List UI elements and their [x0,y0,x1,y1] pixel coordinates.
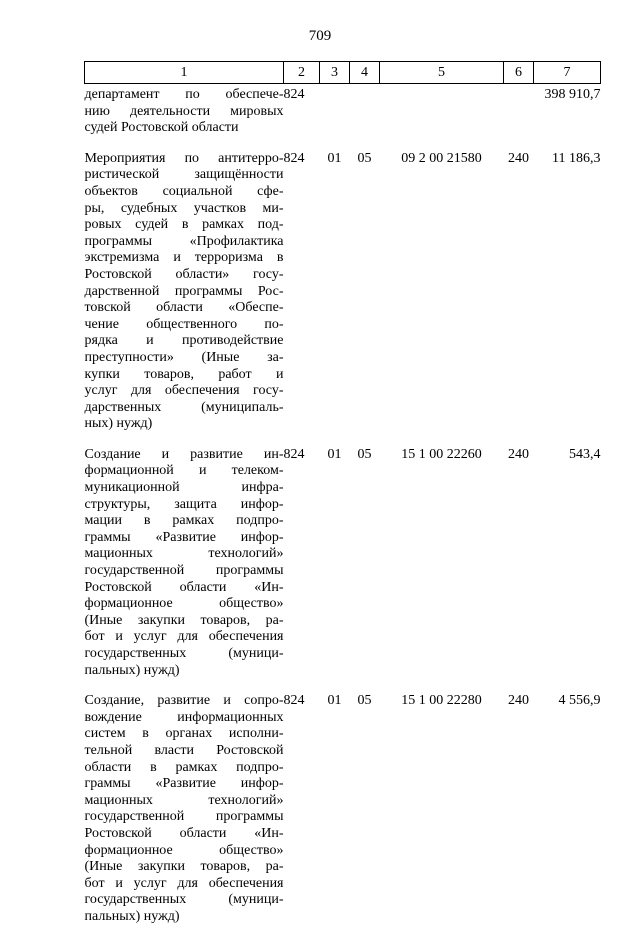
cell-c3: 01 [327,150,342,166]
page-number: 709 [308,28,332,44]
cell-c3 [320,84,350,151]
description-line: услуг для обеспечения госу- [84,383,284,399]
header-cell: 5 [380,62,504,84]
cell-c4: 05 [357,693,372,709]
row-description [85,151,284,447]
table-row [85,447,601,693]
table-header-row [85,62,601,84]
description-line: мационных технологий» [84,792,284,808]
description-line: государственной программы [84,563,284,579]
cell-c4: 05 [357,150,372,166]
cell-c2: 824 [283,150,305,166]
description-line: ристической защищённости [84,167,284,183]
cell-c6: 240 [508,150,529,166]
cell-c7: 543,4 [569,446,601,462]
row-description [85,447,284,693]
description-line: мационных технологий» [84,546,284,562]
description-line: преступности» (Иные за- [84,349,284,365]
description-line: Ростовской области «Ин- [84,825,284,841]
description-line: бот и услуг для обеспечения [84,875,284,891]
table-row [85,693,601,939]
description-line: судей Ростовской области [84,120,239,136]
cell-c5: 15 1 00 22260 [401,446,482,462]
description-line: департамент по обеспече- [84,87,284,102]
description-line: государственных (муници- [84,892,284,908]
description-line: товской области «Обеспе- [84,300,284,316]
cell-c7: 11 186,3 [552,150,601,166]
description-line: экстремизма и терроризма в [84,250,284,266]
description-line: бот и услуг для обеспечения [84,629,284,645]
row-description [85,84,284,151]
description-line: пальных) нужд) [84,662,180,678]
description-line: формационной и телеком- [84,463,284,479]
description-line: ных) нужд) [84,416,153,432]
cell-c4 [350,84,380,151]
description-line: пальных) нужд) [84,908,180,924]
table-row [85,84,601,151]
description-line: объектов социальной сфе- [84,183,284,199]
budget-table [84,61,601,940]
description-line: ровых судей в рамках под- [84,217,284,233]
cell-c5 [380,84,504,151]
description-line: нию деятельности мировых [84,103,284,119]
description-line: Ростовской области» госу- [84,266,284,282]
description-line: систем в органах исполни- [84,726,284,742]
description-line: Мероприятия по антитерро- [84,150,284,166]
description-line: ры, судебных участков ми- [84,200,284,216]
description-line: формационное общество» [84,842,284,858]
table-row [85,151,601,447]
row-description [85,693,284,939]
header-cell: 1 [85,62,284,84]
description-line: дарственной программы Рос- [84,283,284,299]
description-line: (Иные закупки товаров, ра- [84,612,284,628]
header-cell: 2 [284,62,320,84]
cell-c6 [504,84,534,151]
description-line: Ростовской области «Ин- [84,579,284,595]
description-line: мации в рамках подпро- [84,513,284,529]
description-line: граммы «Развитие инфор- [84,776,284,792]
header-cell: 7 [534,62,601,84]
cell-c3: 01 [327,446,342,462]
cell-c6: 240 [508,446,529,462]
header-cell: 4 [350,62,380,84]
cell-c2: 824 [283,693,305,709]
cell-c3: 01 [327,693,342,709]
description-line: государственной программы [84,809,284,825]
description-line: структуры, защита инфор- [84,496,284,512]
cell-c7: 4 556,9 [558,693,601,709]
description-line: области в рамках подпро- [84,759,284,775]
description-line: рядка и противодействие [84,333,284,349]
cell-c2: 824 [283,446,305,462]
description-line: граммы «Развитие инфор- [84,529,284,545]
cell-c2: 824 [283,87,305,102]
cell-c5: 15 1 00 22280 [401,693,482,709]
description-line: Создание, развитие и сопро- [84,693,284,709]
description-line: дарственных (муниципаль- [84,399,284,415]
description-line: Создание и развитие ин- [84,446,284,462]
description-line: чение общественного по- [84,316,284,332]
description-line: (Иные закупки товаров, ра- [84,859,284,875]
header-cell: 6 [504,62,534,84]
cell-c4: 05 [357,446,372,462]
description-line: программы «Профилактика [84,233,284,249]
description-line: купки товаров, работ и [84,366,284,382]
header-cell: 3 [320,62,350,84]
cell-c7: 398 910,7 [544,87,601,102]
description-line: вождение информационных [84,709,284,725]
description-line: муникационной инфра- [84,480,284,496]
cell-c5: 09 2 00 21580 [401,150,482,166]
description-line: формационное общество» [84,596,284,612]
description-line: тельной власти Ростовской [84,742,284,758]
description-line: государственных (муници- [84,646,284,661]
cell-c6: 240 [508,693,529,709]
